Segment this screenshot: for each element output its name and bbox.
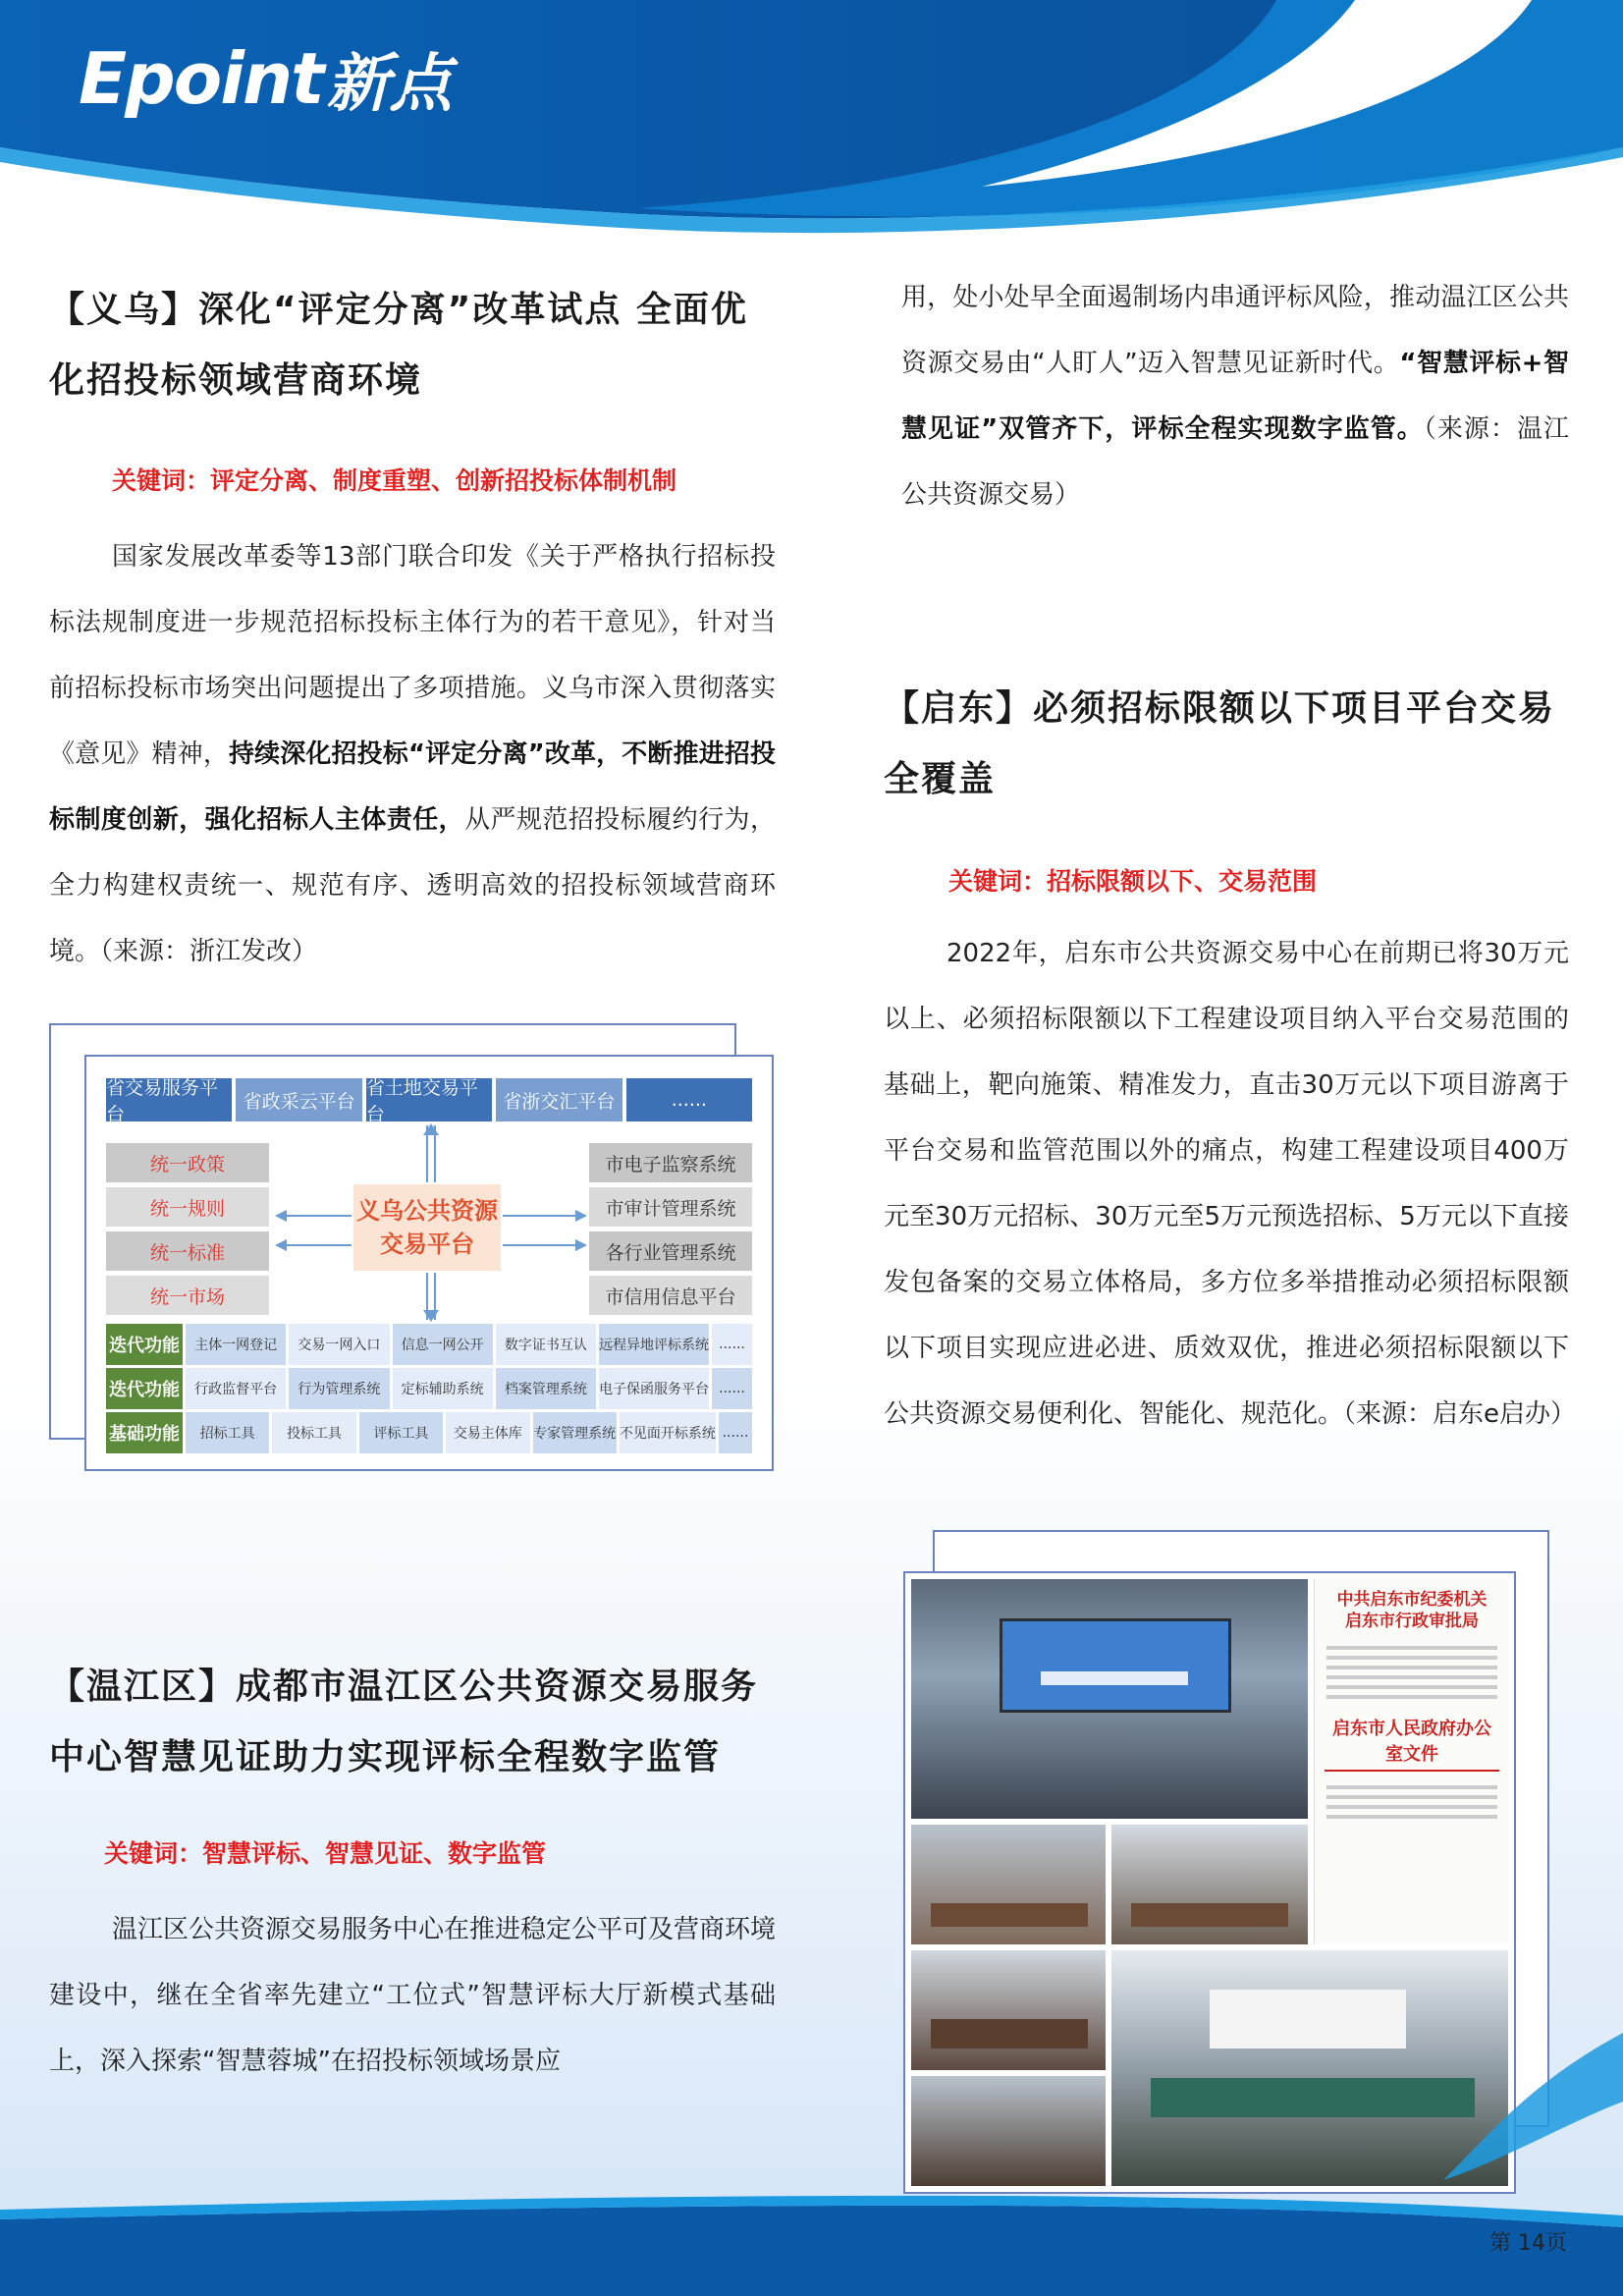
diagram-row	[106, 1324, 752, 1365]
diagram-row-cell: 行政监督平台	[186, 1368, 286, 1409]
diagram-right-cell: 市电子监察系统	[589, 1143, 752, 1182]
article-qidong-body: 2022年，启东市公共资源交易中心在前期已将30万元以上、必须招标限额以下工程建设项目纳入平台交易范围的基础上，靶向施策、精准发力，直击30万元以下项目游离于平台交易和监管范围以外的痛点，构建工程建设项目400万元至30万元招标、30万元至5万元预选招标、5万元以下直接发包备案的交易立体格局，多方位多举措推动必须招标限额以下项目实现应进必进、质效双优，推进必须招标限额以下公共资源交易便利化、智能化、规范化。（来源：启东e启办）	[884, 939, 1576, 1429]
continued-normal: 用，处小处早全面遏制场内串通评标风险，推动温江区公共资源交易由“人盯人”迈入智慧见证新时代。	[901, 283, 1569, 378]
document-red-title: 启东市人民政府办公室文件	[1325, 1715, 1499, 1772]
diagram-right-cell: 各行业管理系统	[589, 1231, 752, 1271]
diagram-row-cell: 档案管理系统	[496, 1368, 596, 1409]
diagram-row-cell: 投标工具	[272, 1412, 355, 1453]
yiwu-platform-diagram	[49, 1023, 776, 1475]
article-wenjiang-keywords: 关键词：智慧评标、智慧见证、数字监管	[104, 1839, 547, 1868]
diagram-row	[106, 1412, 752, 1453]
document-text-line	[1326, 1656, 1497, 1660]
right-column-continuation	[901, 265, 1569, 528]
article-yiwu-body-tail: 从严规范招投标履约行为，全力构建权责统一、规范有序、透明高效的招投标领域营商环境。（来源：浙江发改）	[49, 805, 776, 966]
article-yiwu-body	[49, 524, 776, 985]
footer-wave	[0, 2013, 1623, 2296]
diagram-row-cell: 定标辅助系统	[393, 1368, 493, 1409]
diagram-front-frame	[84, 1055, 774, 1471]
diagram-row-cell: 交易一网入口	[289, 1324, 389, 1365]
diagram-row-cell: 招标工具	[186, 1412, 269, 1453]
diagram-row	[106, 1368, 752, 1409]
article-wenjiang-title: 【温江区】成都市温江区公共资源交易服务中心智慧见证助力实现评标全程数字监管	[49, 1667, 759, 1777]
meeting-photo	[911, 1579, 1308, 1819]
conference-table	[931, 1903, 1088, 1927]
document-text-line	[1326, 1695, 1497, 1699]
diagram-row-cell: 专家管理系统	[533, 1412, 617, 1453]
article-yiwu-keywords: 关键词：评定分离、制度重塑、创新招投标体制机制	[112, 466, 677, 495]
diagram-left-cell: 统一市场	[106, 1276, 269, 1315]
article-yiwu-title: 【义乌】深化“评定分离”改革试点 全面优化招投标领域营商环境	[49, 290, 748, 401]
document-text-line	[1326, 1685, 1497, 1689]
diagram-top-cell: 省浙交汇平台	[496, 1078, 622, 1121]
diagram-top-cell: 省土地交易平台	[366, 1078, 492, 1121]
document-text-line	[1326, 1815, 1497, 1819]
diagram-row-cell: 信息一网公开	[393, 1324, 493, 1365]
diagram-left-cell: 统一规则	[106, 1187, 269, 1227]
diagram-row-cell: 主体一网登记	[186, 1324, 286, 1365]
article-wenjiang-body: 温江区公共资源交易服务中心在推进稳定公平可及营商环境建设中，继在全省率先建立“工位式”智慧评标大厅新模式基础上，深入探索“智慧蓉城”在招投标领域场景应	[49, 1915, 777, 2076]
display-wall	[1000, 1618, 1231, 1713]
meeting-photo	[1111, 1825, 1308, 1944]
document-text-line	[1326, 1795, 1497, 1799]
diagram-row-cell: ......	[719, 1412, 752, 1453]
diagram-row-label: 基础功能	[106, 1412, 183, 1453]
article-wenjiang-continued	[901, 265, 1569, 528]
page-number: 第 14页	[1489, 2231, 1567, 2256]
diagram-top-cell: 省政采云平台	[236, 1078, 361, 1121]
document-text-line	[1326, 1666, 1497, 1669]
diagram-center-line1: 义乌公共资源	[356, 1197, 498, 1225]
diagram-row-label: 迭代功能	[106, 1324, 183, 1365]
continued-bold: “智慧评标+智慧见证”双管齐下，评标全程实现数字监管。	[901, 349, 1569, 444]
document-text-line	[1326, 1805, 1497, 1809]
diagram-left-cell: 统一标准	[106, 1231, 269, 1271]
diagram-function-rows	[106, 1324, 752, 1456]
meeting-photo	[911, 1825, 1106, 1944]
document-header-line1: 中共启东市纪委机关	[1336, 1590, 1488, 1610]
diagram-row-cell: 交易主体库	[446, 1412, 529, 1453]
diagram-top-cell: ......	[626, 1078, 752, 1121]
diagram-row-cell: 远程异地评标系统	[599, 1324, 709, 1365]
article-qidong	[884, 674, 1576, 1448]
document-text-line	[1326, 1785, 1497, 1789]
official-document-image	[1314, 1579, 1509, 1944]
continued-source: （来源：温江公共资源交易）	[901, 414, 1569, 510]
diagram-row-cell: 行为管理系统	[289, 1368, 389, 1409]
brand-logo	[79, 29, 453, 128]
logo-cn: 新点	[326, 48, 453, 121]
diagram-row-label: 迭代功能	[106, 1368, 183, 1409]
diagram-row-cell: 不见面开标系统	[620, 1412, 716, 1453]
display-caption	[1041, 1671, 1188, 1685]
diagram-row-cell: ......	[712, 1368, 752, 1409]
article-yiwu-body-normal: 国家发展改革委等13部门联合印发《关于严格执行招标投标法规制度进一步规范招标投标主体行为的若干意见》，针对当前招标投标市场突出问题提出了多项措施。义乌市深入贯彻落实《意见》精神，	[49, 542, 776, 769]
diagram-center-box	[353, 1184, 501, 1271]
diagram-center-line2: 交易平台	[380, 1230, 474, 1258]
diagram-right-cell: 市信用信息平台	[589, 1276, 752, 1315]
article-qidong-title: 【启东】必须招标限额以下项目平台交易全覆盖	[884, 688, 1556, 799]
diagram-row-cell: 电子保函服务平台	[599, 1368, 709, 1409]
article-yiwu-body-bold: 持续深化招投标“评定分离”改革，不断推进招投标制度创新，强化招标人主体责任，	[49, 739, 776, 835]
diagram-row-cell: 数字证书互认	[496, 1324, 596, 1365]
document-header-line2: 启东市行政审批局	[1345, 1612, 1479, 1631]
diagram-right-cell: 市审计管理系统	[589, 1187, 752, 1227]
conference-table	[1131, 1903, 1288, 1927]
document-text-line	[1326, 1675, 1497, 1679]
diagram-row-cell: ......	[712, 1324, 752, 1365]
diagram-top-cell: 省交易服务平台	[106, 1078, 232, 1121]
left-column	[49, 275, 776, 985]
logo-en: Epoint	[79, 37, 323, 120]
diagram-row-cell: 评标工具	[359, 1412, 443, 1453]
diagram-left-cell: 统一政策	[106, 1143, 269, 1182]
article-qidong-keywords: 关键词：招标限额以下、交易范围	[948, 867, 1318, 896]
document-text-line	[1326, 1646, 1497, 1650]
